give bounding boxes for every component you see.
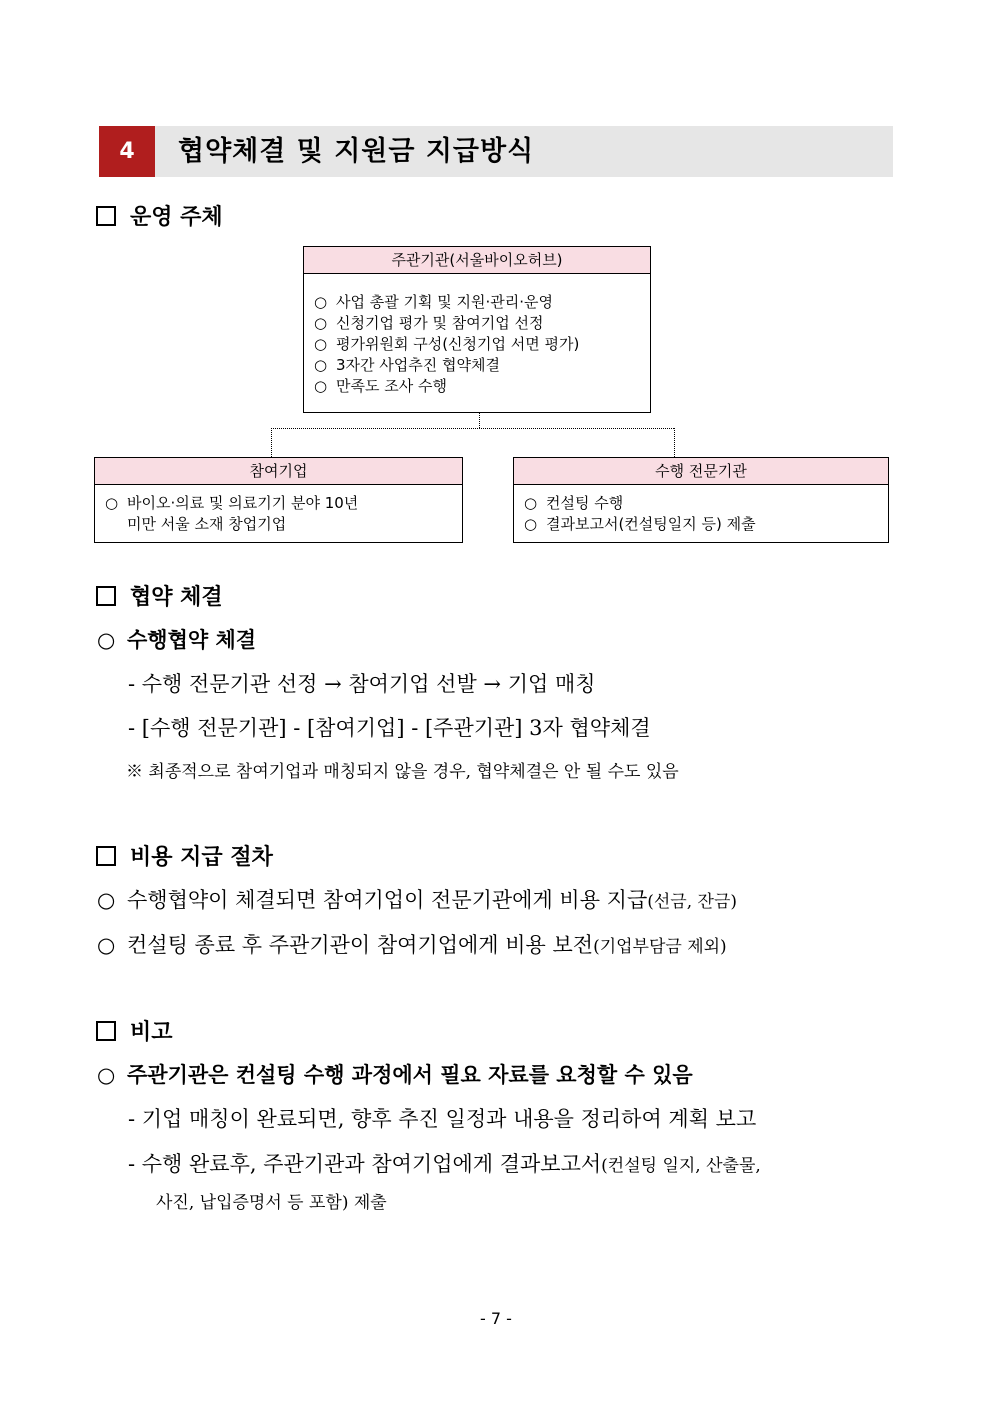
org-box-consultant-list (514, 485, 888, 535)
section-title: 협약체결 및 지원금 지급방식 (178, 136, 535, 167)
connector-line (271, 428, 272, 457)
checkbox-square-icon (96, 586, 116, 606)
org-box-participant (94, 457, 463, 543)
connector-line (271, 428, 674, 429)
org-box-consultant-title: 수행 전문기관 (514, 458, 888, 485)
list-item: ○ 결과보고서(컨설팅일지 등) 제출 (524, 515, 756, 533)
checkbox-square-icon (96, 846, 116, 866)
list-item: ○ 만족도 조사 수행 (314, 377, 447, 395)
subsection-agreement: 협약 체결 (96, 580, 223, 611)
bullet-line: ○ 컨설팅 종료 후 주관기관이 참여기업에게 비용 보전(기업부담금 제외) (97, 933, 727, 957)
dash-line: - [수행 전문기관] - [참여기업] - [주관기관] 3자 협약체결 (128, 716, 651, 740)
org-box-participant-list (95, 485, 462, 535)
list-item: 미만 서울 소재 창업기업 (127, 515, 287, 533)
dash-line: - 기업 매칭이 완료되면, 향후 추진 일정과 내용을 정리하여 계획 보고 (128, 1107, 757, 1131)
section-number: 4 (99, 126, 155, 177)
org-box-host-list (304, 274, 650, 397)
bullet-line: ○ 주관기관은 컨설팅 수행 과정에서 필요 자료를 요청할 수 있음 (97, 1062, 693, 1087)
org-box-host (303, 246, 651, 413)
list-item: ○ 평가위원회 구성(신청기업 서면 평가) (314, 335, 580, 353)
list-item: ○ 바이오·의료 및 의료기기 분야 10년 (105, 494, 359, 512)
dash-line: - 수행 전문기관 선정 → 참여기업 선발 → 기업 매칭 (128, 672, 596, 696)
dash-line: - 수행 완료후, 주관기관과 참여기업에게 결과보고서(컨설팅 일지, 산출물, (128, 1152, 761, 1176)
bullet-line: ○ 수행협약 체결 (97, 627, 257, 652)
org-box-host-title: 주관기관(서울바이오허브) (304, 247, 650, 274)
dash-line-continued: 사진, 납입증명서 등 포함) 제출 (156, 1193, 387, 1213)
org-box-participant-title: 참여기업 (95, 458, 462, 485)
connector-line (479, 412, 480, 428)
checkbox-square-icon (96, 1021, 116, 1041)
page-number: - 7 - (480, 1309, 512, 1328)
subsection-payment: 비용 지급 절차 (96, 840, 273, 871)
bullet-line: ○ 수행협약이 체결되면 참여기업이 전문기관에게 비용 지급(선금, 잔금) (97, 888, 738, 912)
list-item: ○ 3자간 사업추진 협약체결 (314, 356, 500, 374)
checkbox-square-icon (96, 206, 116, 226)
list-item: ○ 신청기업 평가 및 참여기업 선정 (314, 314, 544, 332)
connector-line (674, 428, 675, 457)
subsection-operation: 운영 주체 (96, 200, 223, 231)
org-box-consultant (513, 457, 889, 543)
list-item: ○ 사업 총괄 기획 및 지원·관리·운영 (314, 293, 553, 311)
note-line: ※ 최종적으로 참여기업과 매칭되지 않을 경우, 협약체결은 안 될 수도 있음 (126, 762, 679, 782)
list-item: ○ 컨설팅 수행 (524, 494, 624, 512)
subsection-remarks: 비고 (96, 1015, 173, 1046)
